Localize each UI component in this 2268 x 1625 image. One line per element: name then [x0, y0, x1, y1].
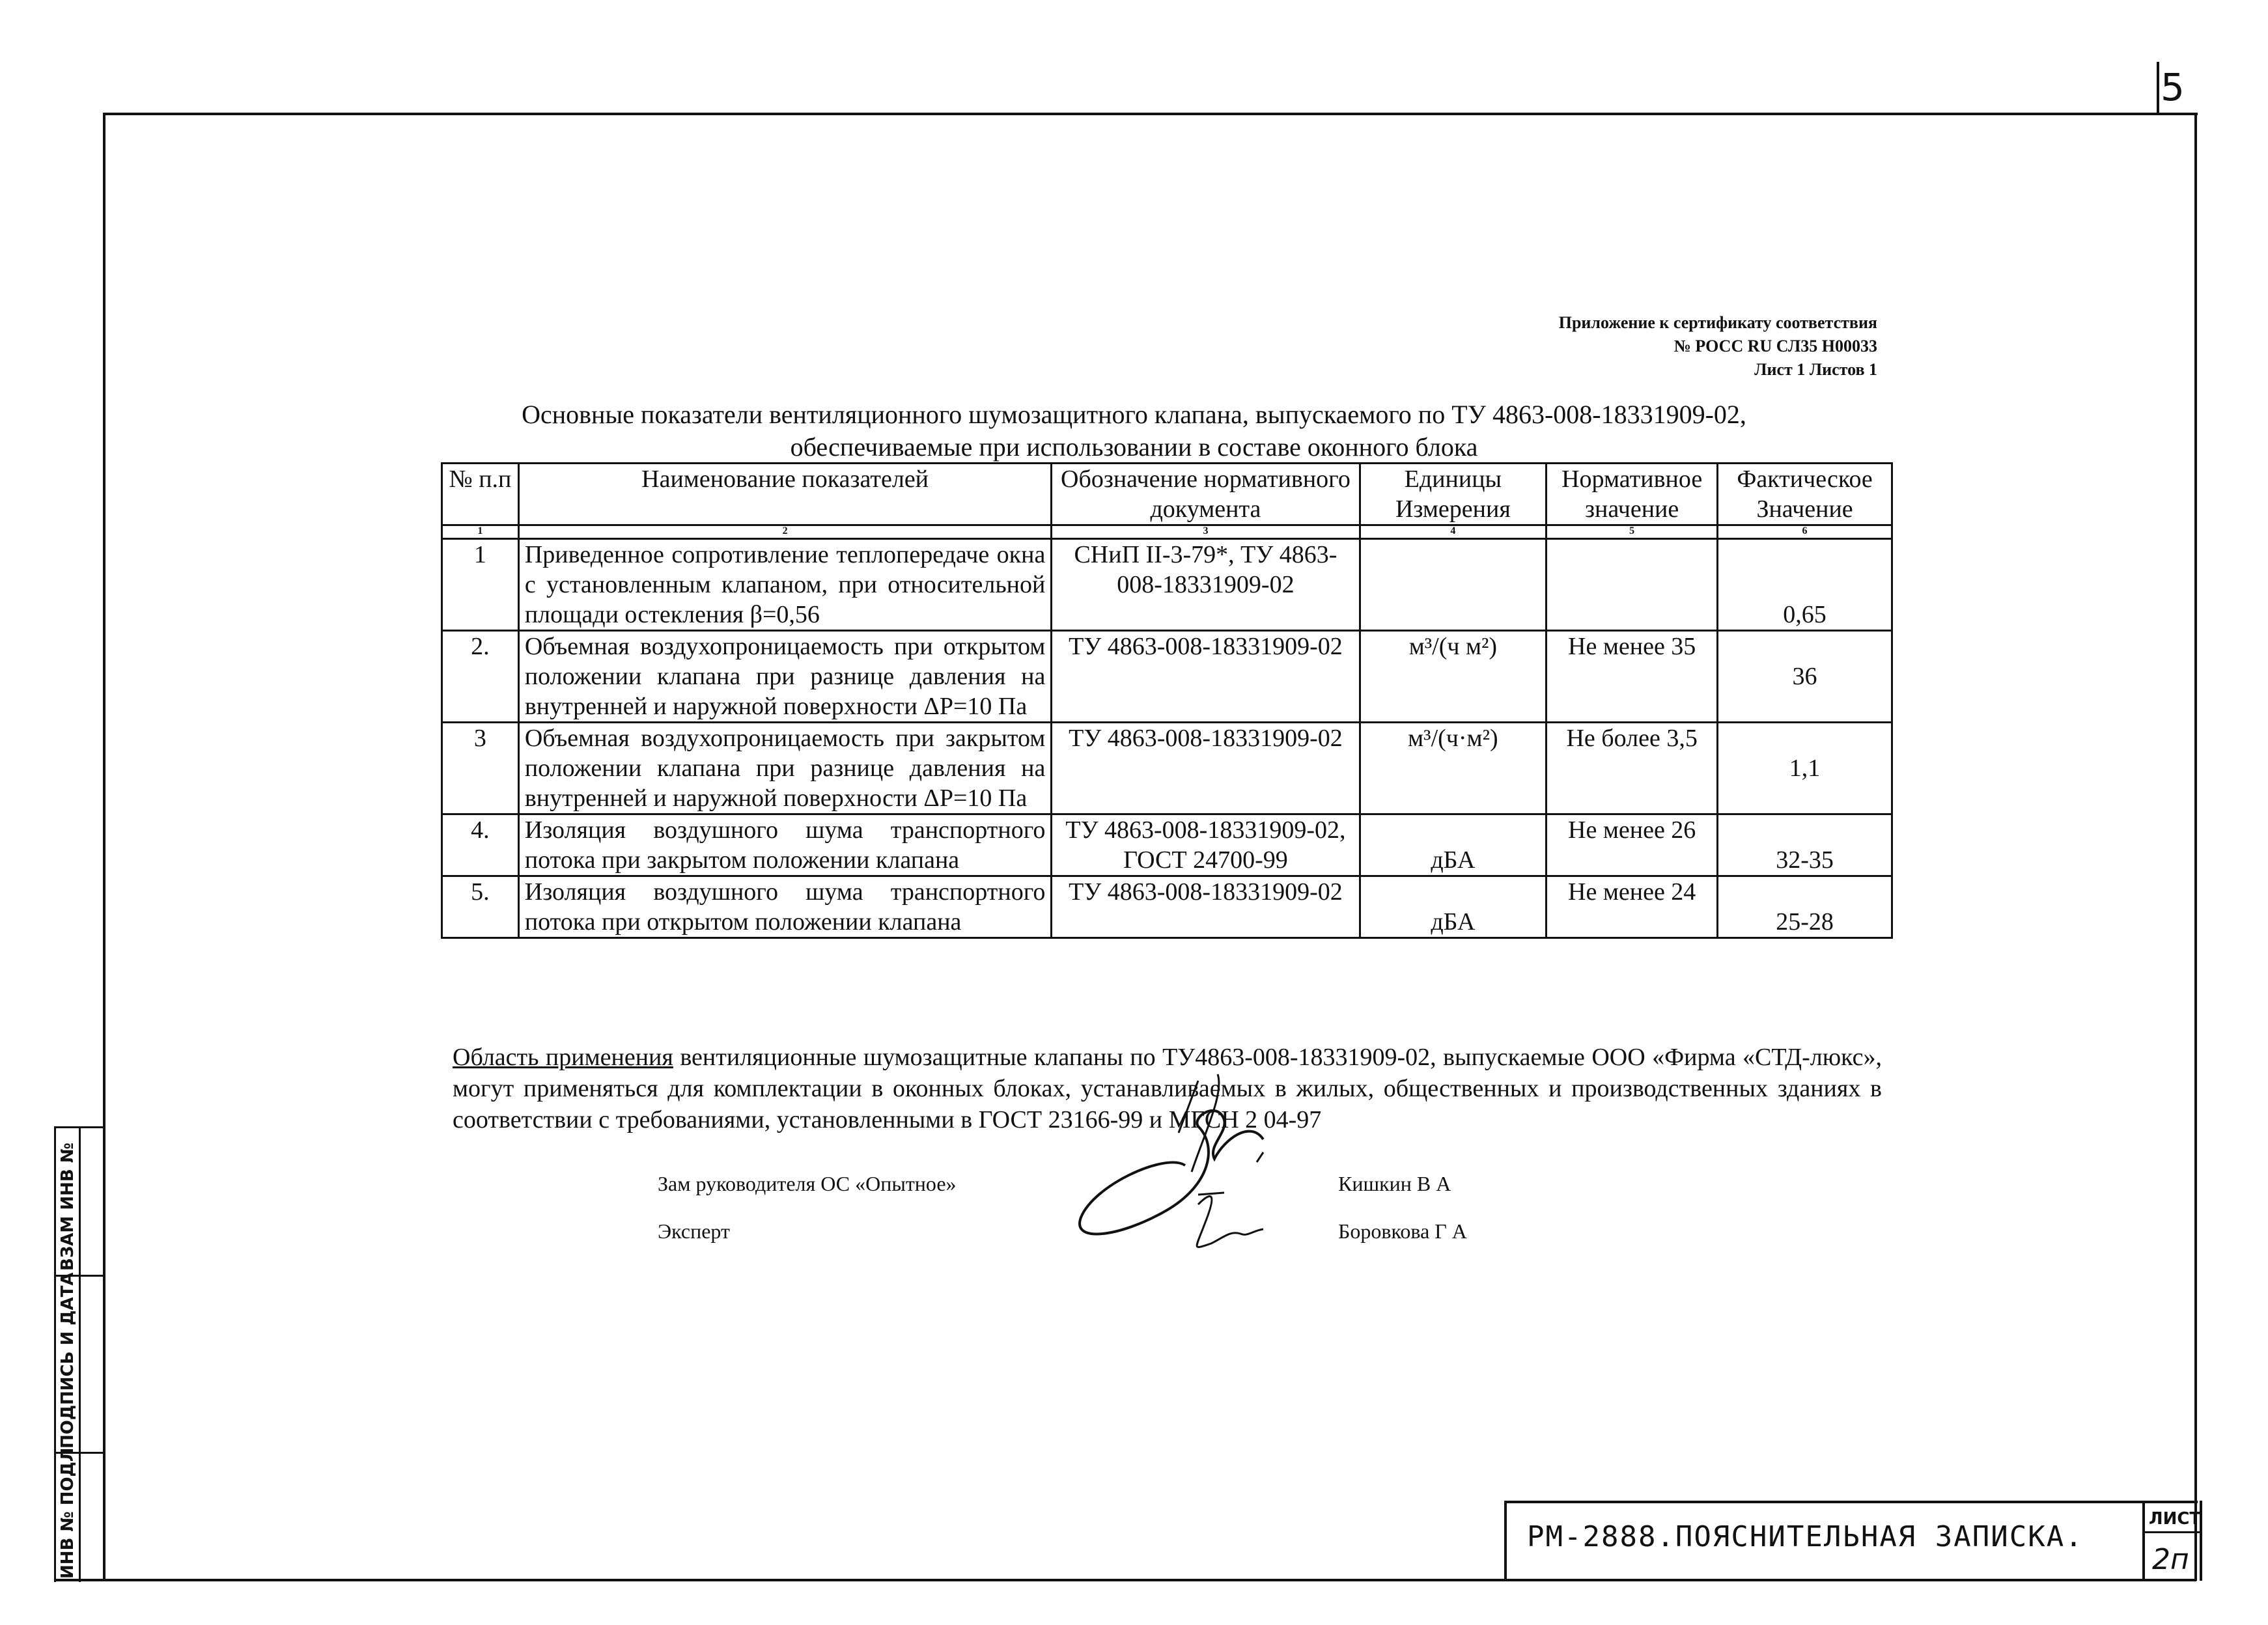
row-unit: м³/(ч·м²) [1360, 723, 1547, 814]
handwritten-signature-icon [1068, 1055, 1341, 1270]
stamp-line [54, 1126, 105, 1128]
header-fact: Фактическое Значение [1718, 464, 1892, 525]
table-row [442, 814, 1892, 876]
row-name: Изоляция воздушного шума транспортного потока при открытом положении клапана [518, 876, 1052, 938]
row-norm: Не менее 24 [1547, 876, 1718, 938]
row-name: Объемная воздухопроницаемость при открытом положении клапана при разнице давления на внутренней и наружной поверхности ΔP=10 Па [518, 631, 1052, 723]
table-row [442, 723, 1892, 814]
title-line2: обеспечиваемые при использовании в составе оконного блока [790, 432, 1478, 462]
frame-right [2194, 113, 2197, 1581]
row-doc: СНиП II-3-79*, ТУ 4863-008-18331909-02 [1052, 539, 1360, 631]
table-header-row [442, 464, 1892, 525]
row-unit: дБА [1360, 876, 1547, 938]
header-name: Наименование показателей [518, 464, 1052, 525]
col-number: 6 [1718, 525, 1892, 539]
row-fact: 1,1 [1718, 723, 1892, 814]
row-unit [1360, 539, 1547, 631]
table-row [442, 876, 1892, 938]
row-num: 5. [442, 876, 519, 938]
signature-role-1: Зам руководителя ОС «Опытное» [658, 1172, 957, 1195]
col-number: 3 [1052, 525, 1360, 539]
sheet-number: 2п [2152, 1543, 2189, 1576]
frame-top [104, 113, 2198, 115]
row-num: 4. [442, 814, 519, 876]
row-name: Изоляция воздушного шума транспортного потока при закрытом положении клапана [518, 814, 1052, 876]
frame-bottom [54, 1579, 2196, 1581]
signature-name-2: Боровкова Г А [1338, 1219, 1467, 1243]
side-stamp [54, 1126, 106, 1582]
header-doc: Обозначение нормативного документа [1052, 464, 1360, 525]
titleblock-left [1504, 1501, 1507, 1581]
scope-label: Область применения [453, 1044, 673, 1071]
row-name: Объемная воздухопроницаемость при закрытом положении клапана при разнице давления на внутренней и наружной поверхности ΔP=10 Па [518, 723, 1052, 814]
row-doc: ТУ 4863-008-18331909-02 [1052, 876, 1360, 938]
stamp-inv-podl: ИНВ № ПОДЛ [58, 1447, 77, 1579]
row-doc: ТУ 4863-008-18331909-02, ГОСТ 24700-99 [1052, 814, 1360, 876]
sheet-box-divider [2142, 1531, 2201, 1533]
row-norm: Не более 3,5 [1547, 723, 1718, 814]
row-fact: 36 [1718, 631, 1892, 723]
page-number: 5 [2161, 65, 2185, 109]
row-doc: ТУ 4863-008-18331909-02 [1052, 723, 1360, 814]
title-line1: Основные показатели вентиляционного шумозащитного клапана, выпускаемого по ТУ 4863-008-18331909-02, [522, 400, 1746, 429]
row-unit: дБА [1360, 814, 1547, 876]
col-number: 2 [518, 525, 1052, 539]
row-fact: 25-28 [1718, 876, 1892, 938]
row-num: 2. [442, 631, 519, 723]
sheet-box-left [2142, 1501, 2145, 1581]
col-number: 1 [442, 525, 519, 539]
pagenum-divider [2157, 62, 2159, 114]
appendix-line2: № РОСС RU СЛ35 Н00033 [1673, 337, 1877, 355]
col-number: 4 [1360, 525, 1547, 539]
header-norm: Нормативное значение [1547, 464, 1718, 525]
header-num: № п.п [442, 464, 519, 525]
row-fact: 0,65 [1718, 539, 1892, 631]
row-unit: м³/(ч м²) [1360, 631, 1547, 723]
row-fact: 32-35 [1718, 814, 1892, 876]
stamp-signature-date: ПОДПИСЬ И ДАТА [58, 1272, 77, 1449]
row-doc: ТУ 4863-008-18331909-02 [1052, 631, 1360, 723]
appendix-line3: Лист 1 Листов 1 [1754, 360, 1877, 379]
document-code-name: РМ-2888.ПОЯСНИТЕЛЬНАЯ ЗАПИСКА. [1527, 1520, 2084, 1553]
signature-role-2: Эксперт [658, 1219, 730, 1243]
col-number: 5 [1547, 525, 1718, 539]
signature-name-1: Кишкин В А [1338, 1172, 1451, 1195]
certificate-appendix-note [1559, 311, 1877, 382]
stamp-vzam-inv: ВЗАМ ИНВ № [58, 1142, 77, 1271]
row-num: 1 [442, 539, 519, 631]
specs-table [441, 462, 1893, 939]
table-row [442, 539, 1892, 631]
header-unit: Единицы Измерения [1360, 464, 1547, 525]
document-title [0, 398, 2268, 464]
row-num: 3 [442, 723, 519, 814]
appendix-line1: Приложение к сертификату соответствия [1558, 313, 1877, 332]
titleblock-top [1504, 1501, 2198, 1503]
row-norm [1547, 539, 1718, 631]
row-name: Приведенное сопротивление теплопередаче окна с установленным клапаном, при относительной площади остекления β=0,56 [518, 539, 1052, 631]
sheet-label: ЛИСТ [2149, 1509, 2202, 1529]
row-norm: Не менее 35 [1547, 631, 1718, 723]
stamp-line [54, 1126, 56, 1582]
scope-text: вентиляционные шумозащитные клапаны по ТУ4863-008-18331909-02, выпускаемые ООО «Фирма «СТД-люкс», могут применяться для комплектации в оконных блоках, устанавливаемых в жилых, общественных и производственных зданиях в соответствии с требованиями, установленными в ГОСТ 23166-99 и МГСН 2 04-97 [453, 1044, 1882, 1133]
column-number-row [442, 525, 1892, 539]
table-row [442, 631, 1892, 723]
row-norm: Не менее 26 [1547, 814, 1718, 876]
stamp-line [79, 1126, 81, 1582]
